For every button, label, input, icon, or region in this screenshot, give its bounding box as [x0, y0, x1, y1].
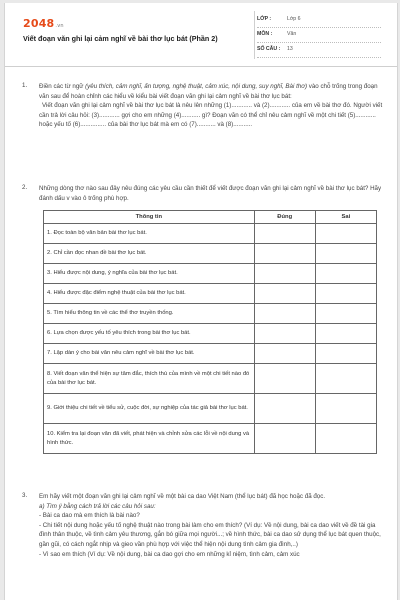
false-checkbox[interactable]: [315, 284, 376, 304]
true-checkbox[interactable]: [254, 344, 315, 364]
statement: 8. Viết đoạn văn thể hiện sự tâm đắc, thích thú của mình về một chi tiết nào đó của bài thơ lục bát.: [44, 364, 255, 394]
meta-grade: [257, 13, 381, 28]
question-text: Những dòng thơ nào sau đây nêu đúng các yêu cầu cần thiết để viết được đoạn văn ghi lại cảm nghĩ về bài thơ lục bát? Hãy đánh dấu v vào ô trống phù hợp.: [39, 185, 382, 202]
page-title: Viết đoạn văn ghi lại cảm nghĩ về bài thơ lục bát (Phần 2): [23, 34, 218, 43]
true-checkbox[interactable]: [254, 224, 315, 244]
meta-question-count: [257, 43, 381, 58]
meta-label: LỚP :: [257, 16, 272, 22]
meta-value: Văn: [287, 31, 297, 37]
table-row: [44, 264, 377, 284]
meta-subject: [257, 28, 381, 43]
statement: 5. Tìm hiểu thông tin về các thể thơ truyền thống.: [44, 304, 255, 324]
fill-in-paragraph: Viết đoạn văn ghi lại cảm nghĩ về bài thơ lục bát là nêu lên những (1)............ và (2)............ của em về bài thơ đó. Người viết cần trả lời câu hỏi: (3)............ gợi cho em những (4)........... gì? Đoạn văn có thể chỉ nêu cảm nghĩ về một chi tiết (5)............ hoặc yếu tố (6)............... của bài thơ lục bát mà em có (7)........... và (8)...........: [39, 102, 383, 129]
question-rest: vào chỗ trống trong đoạn văn sau để hoàn chỉnh các hiểu về kiểu bài viết đoạn văn ghi lại cảm nghĩ về bài thơ lục bát:: [39, 83, 378, 100]
true-checkbox[interactable]: [254, 324, 315, 344]
header-info: Thông tin: [44, 211, 255, 224]
false-checkbox[interactable]: [315, 364, 376, 394]
meta-value: Lớp 6: [287, 16, 301, 22]
guide-bullet: - Bài ca dao mà em thích là bài nào?: [39, 512, 140, 520]
statement: 6. Lựa chọn được yếu tố yêu thích trong bài thơ lục bát.: [44, 324, 255, 344]
true-checkbox[interactable]: [254, 244, 315, 264]
header-divider: [254, 11, 255, 59]
sub-question-a: a) Tìm ý bằng cách trả lời các câu hỏi sau:: [39, 502, 156, 510]
statement: 9. Giới thiệu chi tiết về tiểu sử, cuộc đời, sự nghiệp của tác giả bài thơ lục bát.: [44, 394, 255, 424]
table-row: [44, 344, 377, 364]
false-checkbox[interactable]: [315, 324, 376, 344]
worksheet-header: [5, 3, 397, 67]
false-checkbox[interactable]: [315, 244, 376, 264]
true-checkbox[interactable]: [254, 304, 315, 324]
false-checkbox[interactable]: [315, 224, 376, 244]
answer-table: [43, 210, 377, 454]
table-row: [44, 364, 377, 394]
table-row: [44, 424, 377, 454]
statement: 10. Kiểm tra lại đoạn văn đã viết, phát hiện và chỉnh sửa các lỗi về nội dung và hình thức.: [44, 424, 255, 454]
question-prompt: Em hãy viết một đoạn văn ghi lại cảm nghĩ về một bài ca dao Việt Nam (thể lục bát) đã học hoặc đã đọc.: [39, 493, 326, 500]
meta-label: SỐ CÂU :: [257, 46, 281, 52]
guide-bullet: - Vì sao em thích (Ví dụ: Về nội dung, bài ca dao gợi cho em những kỉ niệm, tình cảm, cảm xúc: [39, 550, 300, 558]
guide-bullet: - Chi tiết nội dung hoặc yếu tố nghệ thuật nào trong bài làm cho em thích? (Ví dụ: Về nội dung, bài ca dao viết về đề tài gia đình thân thuộc, về tình cảm yêu thương, gắn bó giữa mọi người...; về hình thức, bài ca dao sử dụng thể lục bát quen thuộc, gần gũi, có cách ngắt nhịp và gieo vần phù hợp với việc thể hiện nội dung tình cảm gia đình,..): [39, 521, 381, 548]
false-checkbox[interactable]: [315, 304, 376, 324]
table-row: [44, 304, 377, 324]
true-checkbox[interactable]: [254, 394, 315, 424]
statement: 7. Lập dàn ý cho bài văn nêu cảm nghĩ về bài thơ lục bát.: [44, 344, 255, 364]
header-false: Sai: [315, 211, 376, 224]
true-checkbox[interactable]: [254, 424, 315, 454]
question-lead: Điền các từ ngữ: [39, 83, 86, 90]
table-row: [44, 394, 377, 424]
statement: 2. Chỉ cần đọc nhan đề bài thơ lục bát.: [44, 244, 255, 264]
false-checkbox[interactable]: [315, 394, 376, 424]
meta-value: 13: [287, 46, 293, 52]
header-true: Đúng: [254, 211, 315, 224]
statement: 3. Hiểu được nội dung, ý nghĩa của bài thơ lục bát.: [44, 264, 255, 284]
word-bank: (yêu thích, cảm nghĩ, ấn tượng, nghệ thuật, cảm xúc, nội dung, suy nghĩ, Bài thơ): [85, 83, 308, 90]
false-checkbox[interactable]: [315, 264, 376, 284]
question-number: 3.: [22, 492, 28, 499]
table-row: [44, 324, 377, 344]
question-number: 1.: [22, 82, 28, 89]
statement: 4. Hiểu được đặc điểm nghệ thuật của bài thơ lục bát.: [44, 284, 255, 304]
true-checkbox[interactable]: [254, 264, 315, 284]
true-checkbox[interactable]: [254, 364, 315, 394]
meta-label: MÔN :: [257, 31, 273, 37]
false-checkbox[interactable]: [315, 424, 376, 454]
question-text: [39, 82, 383, 130]
worksheet-page: [4, 3, 398, 600]
true-checkbox[interactable]: [254, 284, 315, 304]
false-checkbox[interactable]: [315, 344, 376, 364]
question-text: [39, 492, 383, 559]
question-number: 2.: [22, 184, 28, 191]
brand-logo[interactable]: 2048.vn: [23, 17, 64, 30]
statement: 1. Đọc toàn bộ văn bản bài thơ lục bát.: [44, 224, 255, 244]
table-row: [44, 224, 377, 244]
table-row: [44, 244, 377, 264]
table-row: [44, 284, 377, 304]
